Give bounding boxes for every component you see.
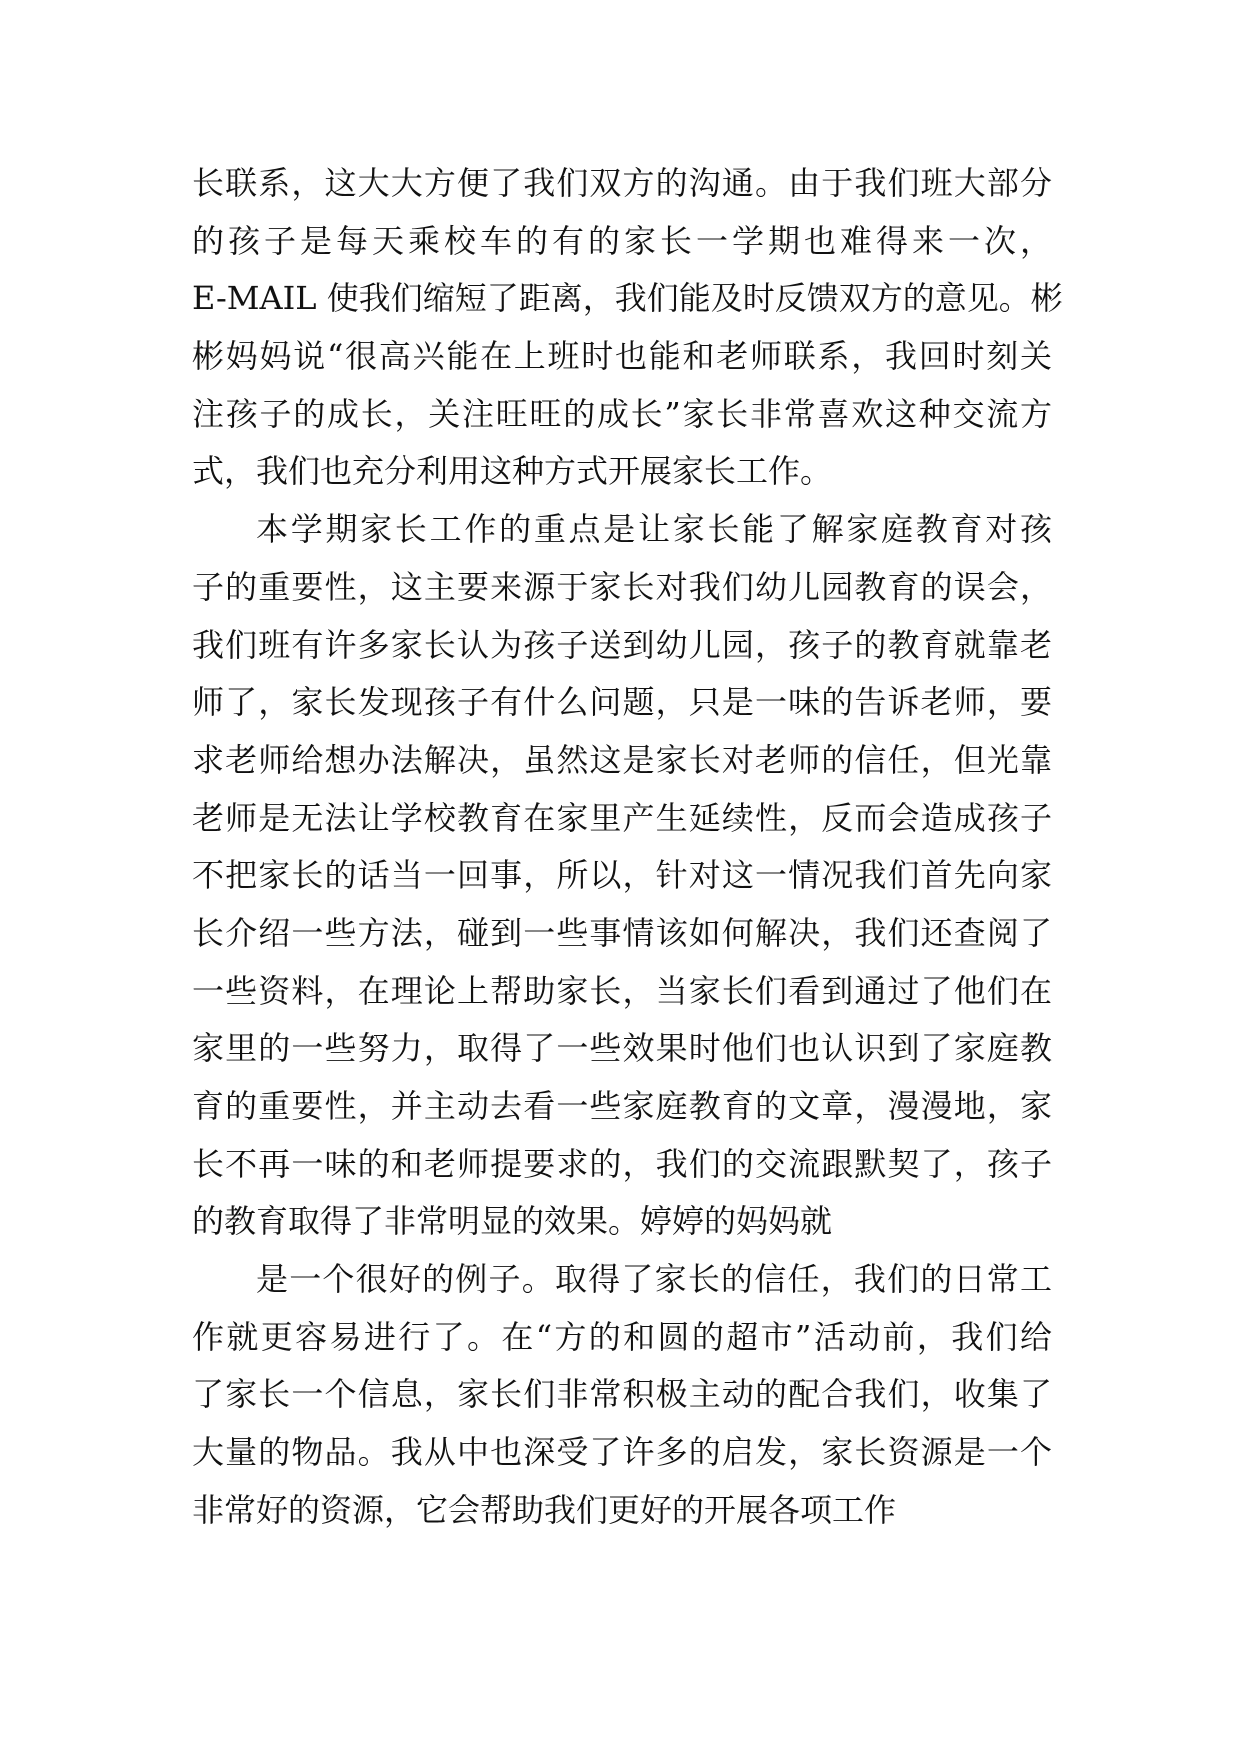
text-line: 家里的一些努力，取得了一些效果时他们也认识到了家庭教 bbox=[192, 1029, 1052, 1068]
paragraph bbox=[192, 1251, 1052, 1539]
text-line: 求老师给想办法解决，虽然这是家长对老师的信任，但光靠 bbox=[192, 740, 1052, 779]
text-line: 大量的物品。我从中也深受了许多的启发，家长资源是一个 bbox=[192, 1433, 1052, 1472]
text-line: 老师是无法让学校教育在家里产生延续性，反而会造成孩子 bbox=[192, 798, 1052, 837]
text-line: 长联系，这大大方便了我们双方的沟通。由于我们班大部分 bbox=[192, 164, 1052, 202]
text-line: 本学期家长工作的重点是让家长能了解家庭教育对孩 bbox=[256, 510, 1052, 549]
text-line: 长不再一味的和老师提要求的，我们的交流跟默契了，孩子 bbox=[192, 1144, 1052, 1183]
text-line: 一些资料，在理论上帮助家长，当家长们看到通过了他们在 bbox=[192, 971, 1052, 1010]
paragraph bbox=[192, 501, 1052, 1251]
text-line: 不把家长的话当一回事，所以，针对这一情况我们首先向家 bbox=[192, 856, 1052, 895]
text-line: 我们班有许多家长认为孩子送到幼儿园，孩子的教育就靠老 bbox=[192, 625, 1052, 664]
text-line: 长介绍一些方法，碰到一些事情该如何解决，我们还查阅了 bbox=[192, 913, 1052, 952]
text-line: 是一个很好的例子。取得了家长的信任，我们的日常工 bbox=[256, 1260, 1052, 1299]
text-line: 的教育取得了非常明显的效果。婷婷的妈妈就 bbox=[192, 1202, 833, 1241]
text-line: 注孩子的成长，关注旺旺的成长”家长非常喜欢这种交流方 bbox=[192, 394, 1052, 433]
text-line: 子的重要性，这主要来源于家长对我们幼儿园教育的误会， bbox=[192, 567, 1052, 606]
paragraph bbox=[192, 155, 1063, 501]
text-line: E-MAIL 使我们缩短了距离，我们能及时反馈双方的意见。彬 bbox=[192, 279, 1063, 318]
body-text bbox=[192, 155, 1063, 1540]
text-line: 式，我们也充分利用这种方式开展家长工作。 bbox=[192, 452, 833, 491]
text-line: 育的重要性，并主动去看一些家庭教育的文章，漫漫地，家 bbox=[192, 1087, 1052, 1125]
text-line: 师了，家长发现孩子有什么问题，只是一味的告诉老师，要 bbox=[192, 683, 1052, 722]
text-line: 的孩子是每天乘校车的有的家长一学期也难得来一次， bbox=[192, 221, 1052, 260]
text-line: 彬妈妈说“很高兴能在上班时也能和老师联系，我回时刻关 bbox=[192, 337, 1052, 376]
text-line: 了家长一个信息，家长们非常积极主动的配合我们，收集了 bbox=[192, 1375, 1052, 1414]
text-line: 非常好的资源，它会帮助我们更好的开展各项工作 bbox=[192, 1490, 897, 1529]
text-line: 作就更容易进行了。在“方的和圆的超市”活动前，我们给 bbox=[192, 1317, 1052, 1356]
